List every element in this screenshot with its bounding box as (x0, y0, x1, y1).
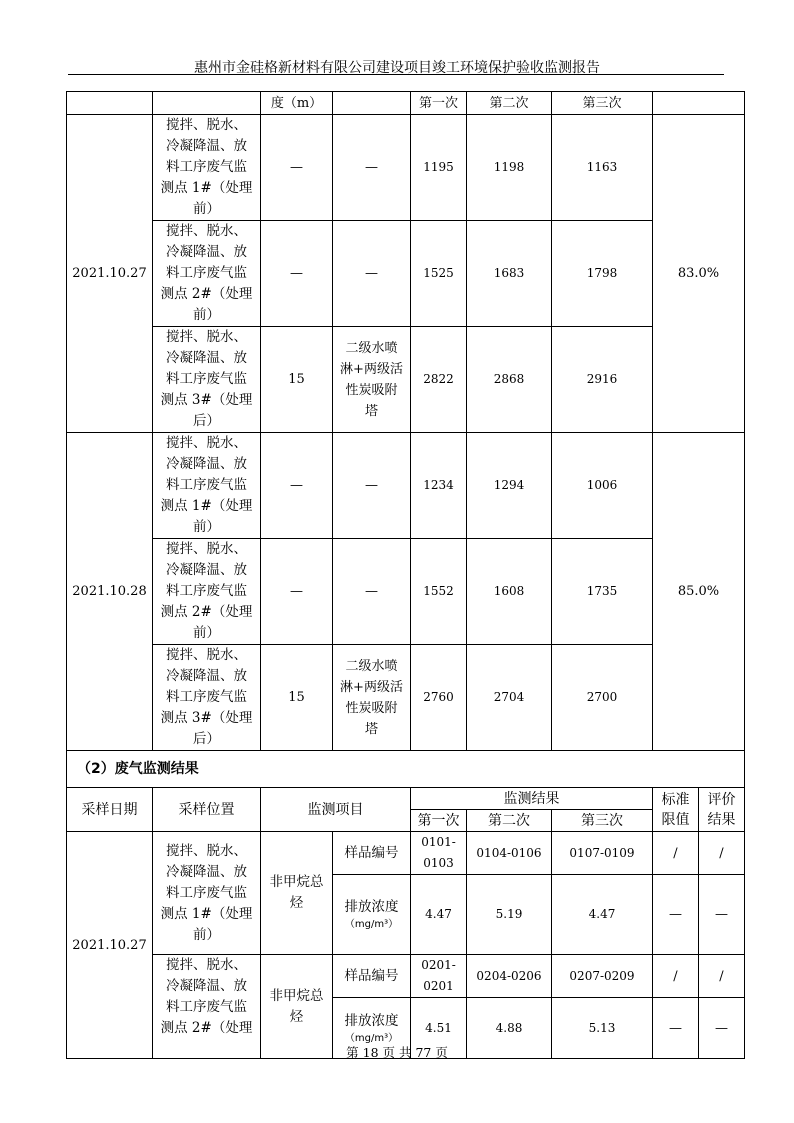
table-row (67, 955, 745, 998)
stack-height: 15 (261, 327, 333, 433)
section-title: （2）废气监测结果 (67, 751, 745, 788)
treatment-facility: — (333, 221, 411, 327)
sample-number-label: 样品编号 (333, 832, 411, 875)
concentration-3: 5.13 (552, 998, 653, 1059)
header-sample-date: 采样日期 (67, 788, 153, 832)
value-run-2: 1683 (467, 221, 552, 327)
header-monitoring-results: 监测结果 (411, 788, 653, 810)
sample-location: 搅拌、脱水、 冷凝降温、放 料工序废气监 测点 2#（处理 前） (153, 539, 261, 645)
table1-header-row (67, 92, 745, 115)
value-run-3: 2916 (552, 327, 653, 433)
monitoring-table (66, 91, 745, 1059)
table-row (67, 115, 745, 221)
evaluation-result: — (699, 875, 745, 955)
value-run-1: 1552 (411, 539, 467, 645)
section-title-row (67, 751, 745, 788)
header-height: 度（m） (261, 92, 333, 115)
sample-number-2: 0104-0106 (467, 832, 552, 875)
sample-location: 搅拌、脱水、 冷凝降温、放 料工序废气监 测点 2#（处理 前） (153, 221, 261, 327)
sample-number-2: 0204-0206 (467, 955, 552, 998)
monitoring-item: 非甲烷总 烃 (261, 832, 333, 955)
table-row (67, 221, 745, 327)
sample-number-label: 样品编号 (333, 955, 411, 998)
evaluation-result: / (699, 832, 745, 875)
header-rule (68, 74, 724, 75)
header-run-1: 第一次 (411, 92, 467, 115)
table-row (67, 433, 745, 539)
table-row (67, 539, 745, 645)
concentration-label-text: 排放浓度 (344, 899, 399, 915)
value-run-3: 1163 (552, 115, 653, 221)
header-run-3: 第三次 (552, 810, 653, 832)
stack-height: — (261, 539, 333, 645)
evaluation-result: / (699, 955, 745, 998)
page-number: 第 18 页 共 77 页 (346, 1045, 448, 1060)
concentration-unit: （mg/m³） (344, 1032, 399, 1044)
concentration-2: 5.19 (467, 875, 552, 955)
value-run-1: 1195 (411, 115, 467, 221)
monitoring-item: 非甲烷总 烃 (261, 955, 333, 1059)
table-row (67, 832, 745, 875)
sample-date: 2021.10.27 (67, 115, 153, 433)
sample-location: 搅拌、脱水、 冷凝降温、放 料工序废气监 测点 2#（处理 (153, 955, 261, 1059)
concentration-1: 4.47 (411, 875, 467, 955)
sample-number-3: 0107-0109 (552, 832, 653, 875)
value-run-3: 1798 (552, 221, 653, 327)
evaluation-result: — (699, 998, 745, 1059)
header-run-3: 第三次 (552, 92, 653, 115)
table-row (67, 645, 745, 751)
stack-height: 15 (261, 645, 333, 751)
header-empty-location (153, 92, 261, 115)
treatment-facility: 二级水喷 淋+两级活 性炭吸附 塔 (333, 327, 411, 433)
header-standard-limit: 标准 限值 (653, 788, 699, 832)
sample-number-1: 0101-0103 (411, 832, 467, 875)
sample-location: 搅拌、脱水、 冷凝降温、放 料工序废气监 测点 3#（处理 后） (153, 327, 261, 433)
treatment-facility: — (333, 539, 411, 645)
removal-efficiency: 83.0% (653, 115, 745, 433)
standard-limit: / (653, 832, 699, 875)
value-run-2: 1294 (467, 433, 552, 539)
value-run-3: 1735 (552, 539, 653, 645)
header-empty-date (67, 92, 153, 115)
sample-number-3: 0207-0209 (552, 955, 653, 998)
concentration-3: 4.47 (552, 875, 653, 955)
value-run-2: 2868 (467, 327, 552, 433)
header-run-1: 第一次 (411, 810, 467, 832)
sample-number-1: 0201-0201 (411, 955, 467, 998)
sample-date: 2021.10.28 (67, 433, 153, 751)
header-monitoring-item: 监测项目 (261, 788, 411, 832)
sample-location: 搅拌、脱水、 冷凝降温、放 料工序废气监 测点 3#（处理 后） (153, 645, 261, 751)
sample-location: 搅拌、脱水、 冷凝降温、放 料工序废气监 测点 1#（处理 前） (153, 832, 261, 955)
sample-location: 搅拌、脱水、 冷凝降温、放 料工序废气监 测点 1#（处理 前） (153, 433, 261, 539)
standard-limit: / (653, 955, 699, 998)
value-run-1: 2760 (411, 645, 467, 751)
value-run-1: 1234 (411, 433, 467, 539)
table2-header-row (67, 788, 745, 810)
header-evaluation: 评价 结果 (699, 788, 745, 832)
header-empty-facility (333, 92, 411, 115)
treatment-facility: — (333, 433, 411, 539)
sample-date: 2021.10.27 (67, 832, 153, 1059)
stack-height: — (261, 221, 333, 327)
standard-limit: — (653, 998, 699, 1059)
page-header-title: 惠州市金硅格新材料有限公司建设项目竣工环境保护验收监测报告 (194, 60, 600, 76)
stack-height: — (261, 433, 333, 539)
concentration-1: 4.51 (411, 998, 467, 1059)
sample-location: 搅拌、脱水、 冷凝降温、放 料工序废气监 测点 1#（处理 前） (153, 115, 261, 221)
header-empty-efficiency (653, 92, 745, 115)
stack-height: — (261, 115, 333, 221)
value-run-2: 1608 (467, 539, 552, 645)
concentration-label-text: 排放浓度 (344, 1012, 399, 1029)
value-run-3: 1006 (552, 433, 653, 539)
value-run-3: 2700 (552, 645, 653, 751)
standard-limit: — (653, 875, 699, 955)
header-sample-location: 采样位置 (153, 788, 261, 832)
concentration-2: 4.88 (467, 998, 552, 1059)
removal-efficiency: 85.0% (653, 433, 745, 751)
value-run-1: 2822 (411, 327, 467, 433)
header-run-2: 第二次 (467, 92, 552, 115)
table-row (67, 327, 745, 433)
header-run-2: 第二次 (467, 810, 552, 832)
value-run-2: 2704 (467, 645, 552, 751)
emission-concentration-label (333, 875, 411, 955)
concentration-unit: （mg/m³） (344, 919, 399, 930)
value-run-1: 1525 (411, 221, 467, 327)
treatment-facility: 二级水喷 淋+两级活 性炭吸附 塔 (333, 645, 411, 751)
value-run-2: 1198 (467, 115, 552, 221)
treatment-facility: — (333, 115, 411, 221)
